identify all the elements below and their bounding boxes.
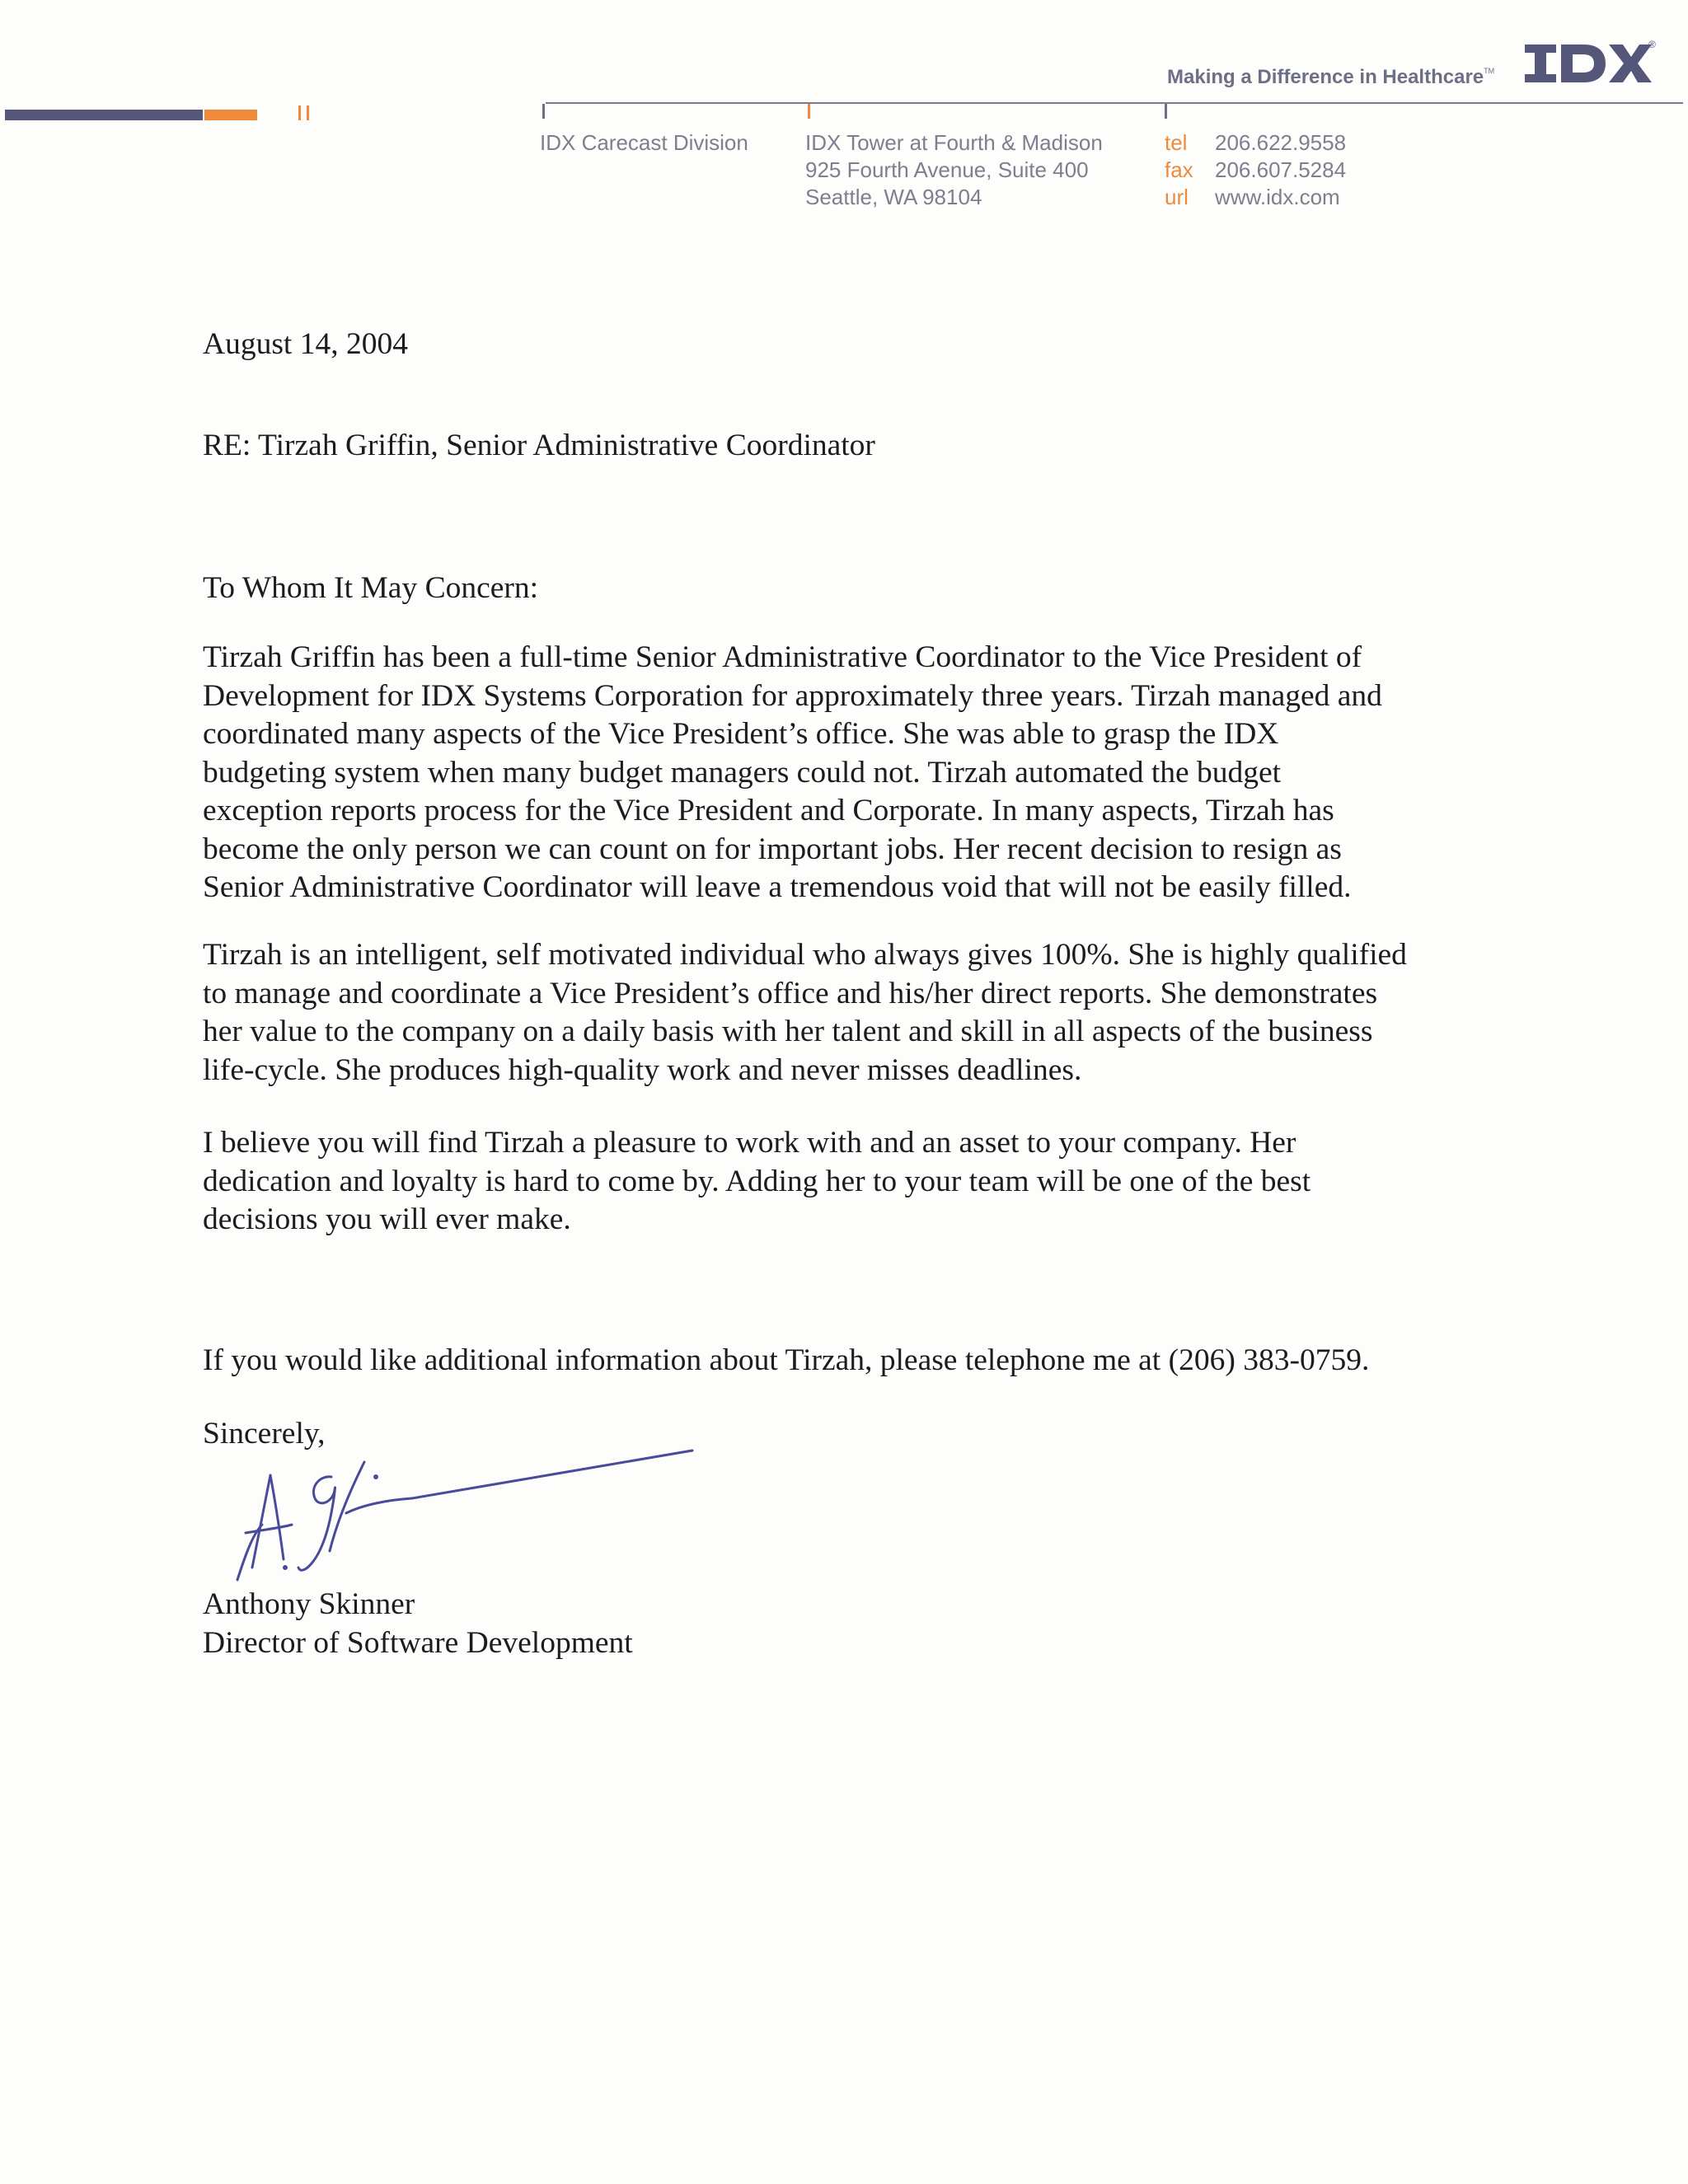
letterhead-bar-accent: [204, 110, 257, 120]
contact-tel: 206.622.9558: [1215, 130, 1347, 155]
signer-name: Anthony Skinner: [203, 1587, 415, 1621]
paragraph-line: budgeting system when many budget managers could not. Tirzah automated the budget: [203, 755, 1282, 790]
letterhead-contact-labels: [1165, 129, 1193, 211]
paragraph-line: coordinated many aspects of the Vice President’s office. She was able to grasp the IDX: [203, 717, 1279, 751]
letter-paragraph-1: [203, 639, 1522, 907]
contact-label-tel: tel: [1165, 130, 1188, 155]
contact-label-fax: fax: [1165, 157, 1193, 182]
handwritten-signature: [223, 1444, 725, 1601]
letter-closing: Sincerely,: [203, 1417, 326, 1451]
letter-salutation: To Whom It May Concern:: [203, 571, 539, 605]
letter-paragraph-2: [203, 936, 1522, 1090]
paragraph-line: dedication and loyalty is hard to come by. Adding her to your team will be one of the best: [203, 1164, 1311, 1198]
letterhead-bar-brand: [5, 110, 203, 120]
paragraph-line: become the only person we can count on for important jobs. Her recent decision to resign as: [203, 832, 1342, 866]
paragraph-line: her value to the company on a daily basis with her talent and skill in all aspects of the business: [203, 1015, 1373, 1048]
contact-url: www.idx.com: [1215, 185, 1340, 209]
address-line: Seattle, WA 98104: [805, 185, 982, 209]
letterhead-rule: [546, 102, 1683, 104]
letter-re-line: RE: Tirzah Griffin, Senior Administrative Coordinator: [203, 429, 875, 462]
letterhead-address: [805, 129, 1103, 211]
letter-contact-line: If you would like additional information about Tirzah, please telephone me at (206) 383-0759.: [203, 1343, 1370, 1377]
letterhead-tagline: Making a Difference in Healthcare™: [1167, 66, 1495, 88]
paragraph-line: I believe you will find Tirzah a pleasure to work with and an asset to your company. Her: [203, 1126, 1296, 1160]
svg-text:®: ®: [1648, 39, 1656, 50]
letterhead-contact-values: [1215, 129, 1346, 211]
paragraph-line: decisions you will ever make.: [203, 1202, 571, 1236]
address-line: 925 Fourth Avenue, Suite 400: [805, 157, 1089, 182]
letterhead-division: IDX Carecast Division: [540, 130, 748, 155]
address-line: IDX Tower at Fourth & Madison: [805, 130, 1103, 155]
idx-logo: [1523, 38, 1656, 91]
letterhead-tick: [1165, 104, 1167, 119]
paragraph-line: life-cycle. She produces high-quality work and never misses deadlines.: [203, 1052, 1082, 1087]
letterhead-tick: [298, 105, 301, 120]
letter-paragraph-3: [203, 1124, 1522, 1240]
paragraph-line: Tirzah Griffin has been a full-time Senior Administrative Coordinator to the Vice President of: [203, 640, 1362, 674]
signer-title: Director of Software Development: [203, 1626, 633, 1660]
letterhead-tick: [808, 104, 810, 119]
paragraph-line: Tirzah is an intelligent, self motivated individual who always gives 100%. She is highly qualified: [203, 938, 1407, 972]
contact-fax: 206.607.5284: [1215, 157, 1347, 182]
letterhead-tick: [307, 105, 309, 120]
paragraph-line: Senior Administrative Coordinator will leave a tremendous void that will not be easily filled.: [203, 870, 1352, 904]
letter-date: August 14, 2004: [203, 327, 408, 361]
contact-label-url: url: [1165, 185, 1189, 209]
paragraph-line: Development for IDX Systems Corporation for approximately three years. Tirzah managed and: [203, 678, 1382, 713]
letterhead-tick: [542, 104, 545, 119]
paragraph-line: to manage and coordinate a Vice President’s office and his/her direct reports. She demonstrates: [203, 976, 1378, 1010]
paragraph-line: exception reports process for the Vice President and Corporate. In many aspects, Tirzah has: [203, 794, 1334, 827]
